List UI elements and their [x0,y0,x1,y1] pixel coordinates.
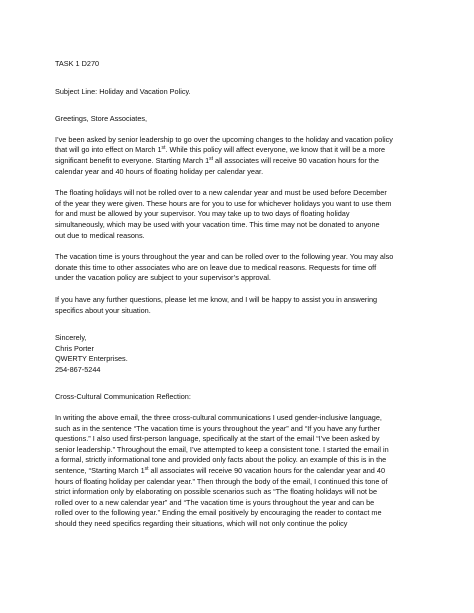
text-line: The floating holidays will not be rolled over to a new calendar year and must be used before December [55,188,387,198]
text-line: out due to medical reasons. [55,230,145,240]
text-line: The vacation time is yours throughout the year and can be rolled over to the following year. You may also [55,252,394,262]
superscript: st [161,145,166,152]
text-line: calendar year and 40 hours of floating holiday per calendar year. [55,166,264,176]
text-line: under the vacation policy are subject to your supervisor’s approval. [55,273,271,283]
company-name: QWERTY Enterprises. [55,354,128,364]
text-run: . While this policy will affect everyone, we know that it will be a more [165,145,386,155]
text-line: If you have any further questions, please let me know, and I will be happy to assist you in answering [55,294,378,304]
text-run: sentence, “Starting March 1 [55,466,145,476]
text-line: a formal, strictly informational tone and provided only facts about the policy. an example of this is in the [55,455,387,465]
superscript: st [209,155,214,162]
text-line [55,145,424,156]
text-line: strict information only by elaborating on possible scenarios such as “The floating holidays will not be [55,487,378,497]
paragraph-vacation-time [55,252,424,284]
greeting: Greetings, Store Associates, [55,114,148,124]
phone-number: 254-867-5244 [55,364,101,374]
text-line: of the year they were given. These hours are for you to use for whichever holidays you want to use them [55,198,392,208]
text-line: questions.” I also used first-person language, specifically at the start of the email “I’ve been asked by [55,434,380,444]
signer-name: Chris Porter [55,343,94,353]
text-line: simultaneously, which may be used with your vacation time. This time may not be donated to anyone [55,219,380,229]
signature-block [55,333,424,375]
text-line: rolled over to a new calendar year” and “The vacation time is yours throughout the year and can be [55,497,375,507]
subject-line: Subject Line: Holiday and Vacation Policy. [55,86,191,96]
paragraph-questions [55,295,424,316]
closing: Sincerely, [55,333,87,343]
text-line [55,466,424,477]
text-run: significant benefit to everyone. Starting March 1 [55,155,210,165]
paragraph-intro [55,135,424,177]
text-line: hours of floating holiday per calendar year.” Then through the body of the email, I continued this tone of [55,476,388,486]
text-line: for and must be allowed by your supervisor. You may take up to two days of floating holiday [55,209,350,219]
text-run: all associates will receive 90 vacation hours for the [213,155,379,165]
text-line: should they need specifics regarding their situations, which will not only continue the policy [55,519,348,528]
text-line: specifics about your situation. [55,305,151,315]
superscript: st [144,466,149,473]
text-line: such as in the sentence “The vacation time is yours throughout the year” and “If you have any further [55,423,380,433]
text-run: that will go into effect on March 1 [55,145,162,155]
text-run: all associates will receive 90 vacation hours for the calendar year and 40 [148,466,385,476]
text-line: rolled over to the following year.” Ending the email positively by encouraging the reader to contact me [55,508,382,518]
text-line: I’ve been asked by senior leadership to go over the upcoming changes to the holiday and vacation policy [55,134,393,144]
task-label: TASK 1 D270 [55,59,100,68]
text-line: senior leadership.” Throughout the email, I’ve attempted to keep a consistent tone. I started the email in [55,444,389,454]
text-line: In writing the above email, the three cross-cultural communications I used gender-inclusive language, [55,413,382,423]
paragraph-floating-holidays [55,188,424,241]
reflection-heading: Cross-Cultural Communication Reflection: [55,392,191,402]
text-line [55,156,424,167]
text-line: donate this time to other associates who are on leave due to medical reasons. Requests for time off [55,262,377,272]
paragraph-reflection [55,413,424,530]
